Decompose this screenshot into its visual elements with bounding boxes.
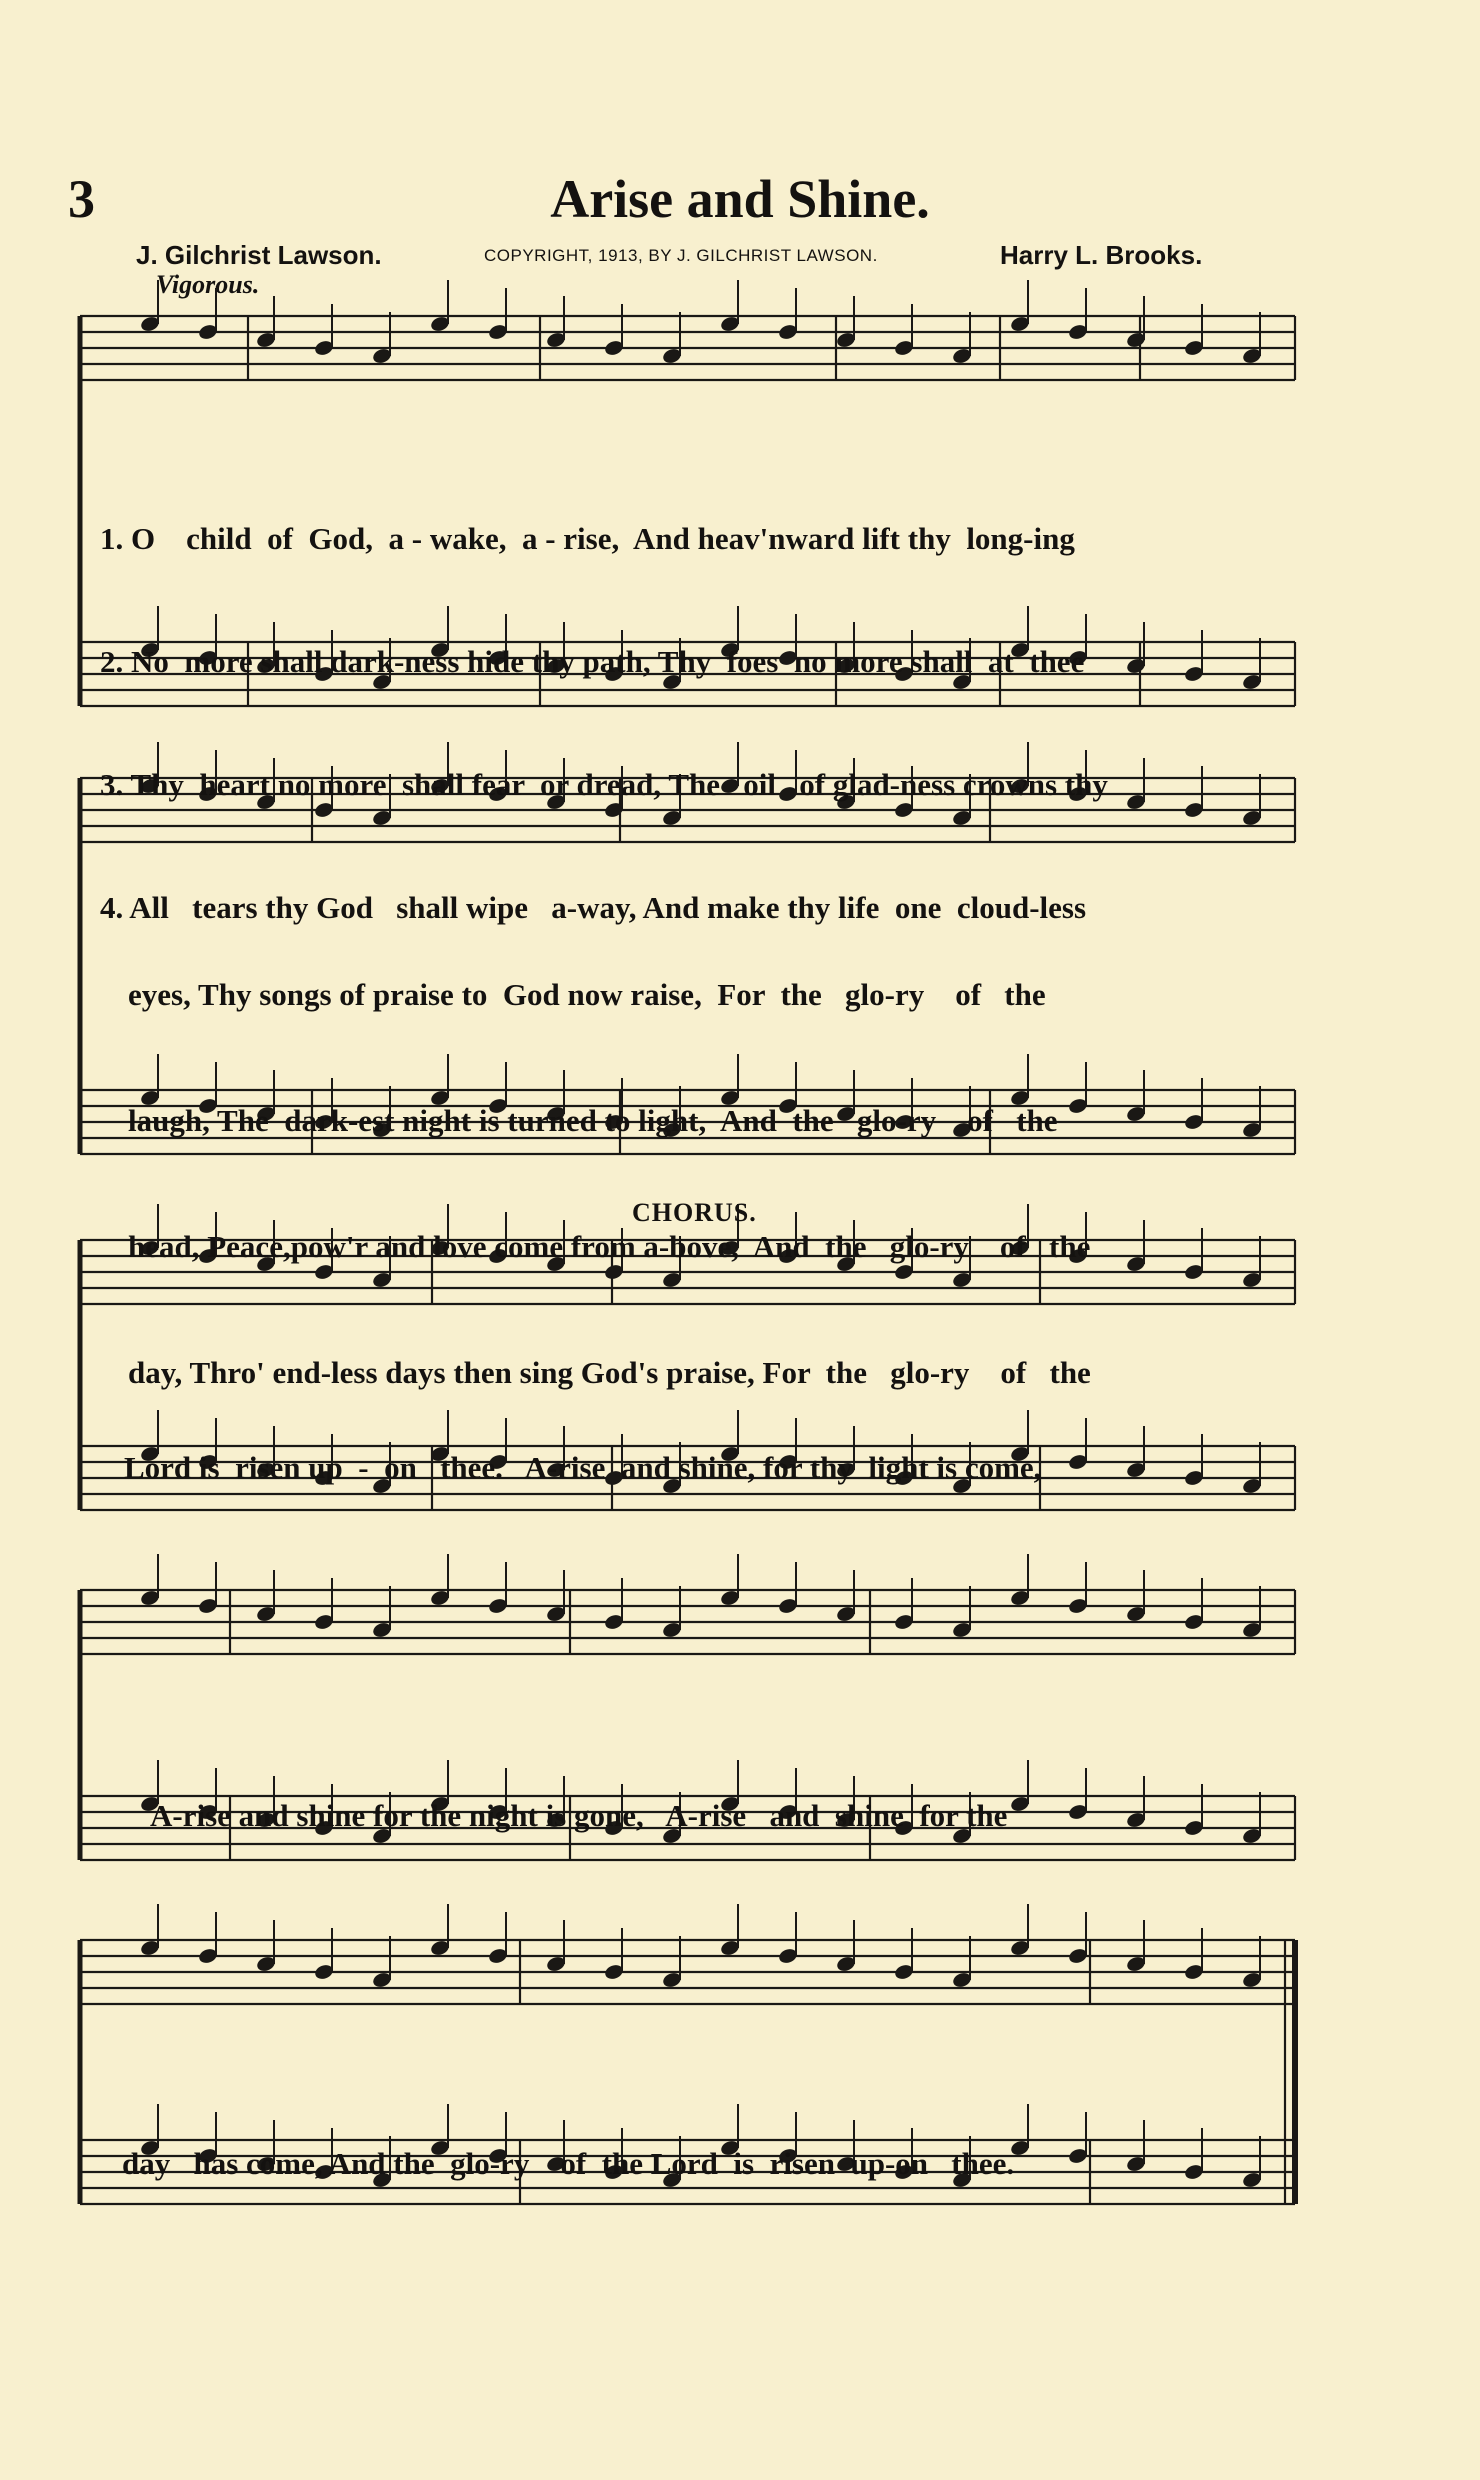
lyric-line: A-rise and shine for the night is gone, A-rise and shine for the bbox=[150, 1798, 1008, 1833]
composer-credit: Harry L. Brooks. bbox=[1000, 240, 1203, 270]
lyric-line-verse-2: laugh, The dark-est night is turned to light, And the glo-ry of the bbox=[128, 1103, 1058, 1138]
system5-lyrics bbox=[122, 2074, 1014, 2218]
copyright-notice: COPYRIGHT, 1913, BY J. GILCHRIST LAWSON. bbox=[484, 246, 878, 265]
lyric-line-verse-4: day, Thro' end-less days then sing God's praise, For the glo-ry of the bbox=[128, 1355, 1091, 1390]
lyric-line-verse-1: eyes, Thy songs of praise to God now raise, For the glo-ry of the bbox=[128, 977, 1046, 1012]
system4-lyrics bbox=[150, 1726, 1007, 1870]
lyric-line-verse-3: head, Peace,pow'r and love come from a-bove, And the glo-ry of the bbox=[128, 1229, 1091, 1264]
chorus-label: CHORUS. bbox=[632, 1198, 757, 1227]
lyric-line-verse-3: 3. Thy heart no more shall fear or dread, The oil of glad-ness crowns thy bbox=[100, 767, 1108, 802]
hymn-number: 3 bbox=[68, 169, 95, 229]
lyric-line-verse-4: 4. All tears thy God shall wipe a-way, And make thy life one cloud-less bbox=[100, 890, 1087, 925]
lyric-line: day has come, And the glo-ry of the Lord is risen up-on thee. bbox=[122, 2146, 1015, 2181]
tempo-marking: Vigorous. bbox=[156, 270, 260, 299]
hymn-title: Arise and Shine. bbox=[550, 169, 930, 229]
author-credit: J. Gilchrist Lawson. bbox=[136, 240, 382, 270]
lyric-line: Lord is risen up - on thee. A-rise and shine, for thy light is come, bbox=[124, 1450, 1042, 1485]
lyric-line-verse-2: 2. No more shall dark-ness hide thy path, Thy foes no more shall at thee bbox=[100, 644, 1085, 679]
system2-lyrics bbox=[128, 890, 1091, 1436]
system3-lyrics bbox=[124, 1378, 1041, 1522]
lyric-line-verse-1: 1. O child of God, a - wake, a - rise, And heav'nward lift thy long-ing bbox=[100, 521, 1075, 556]
